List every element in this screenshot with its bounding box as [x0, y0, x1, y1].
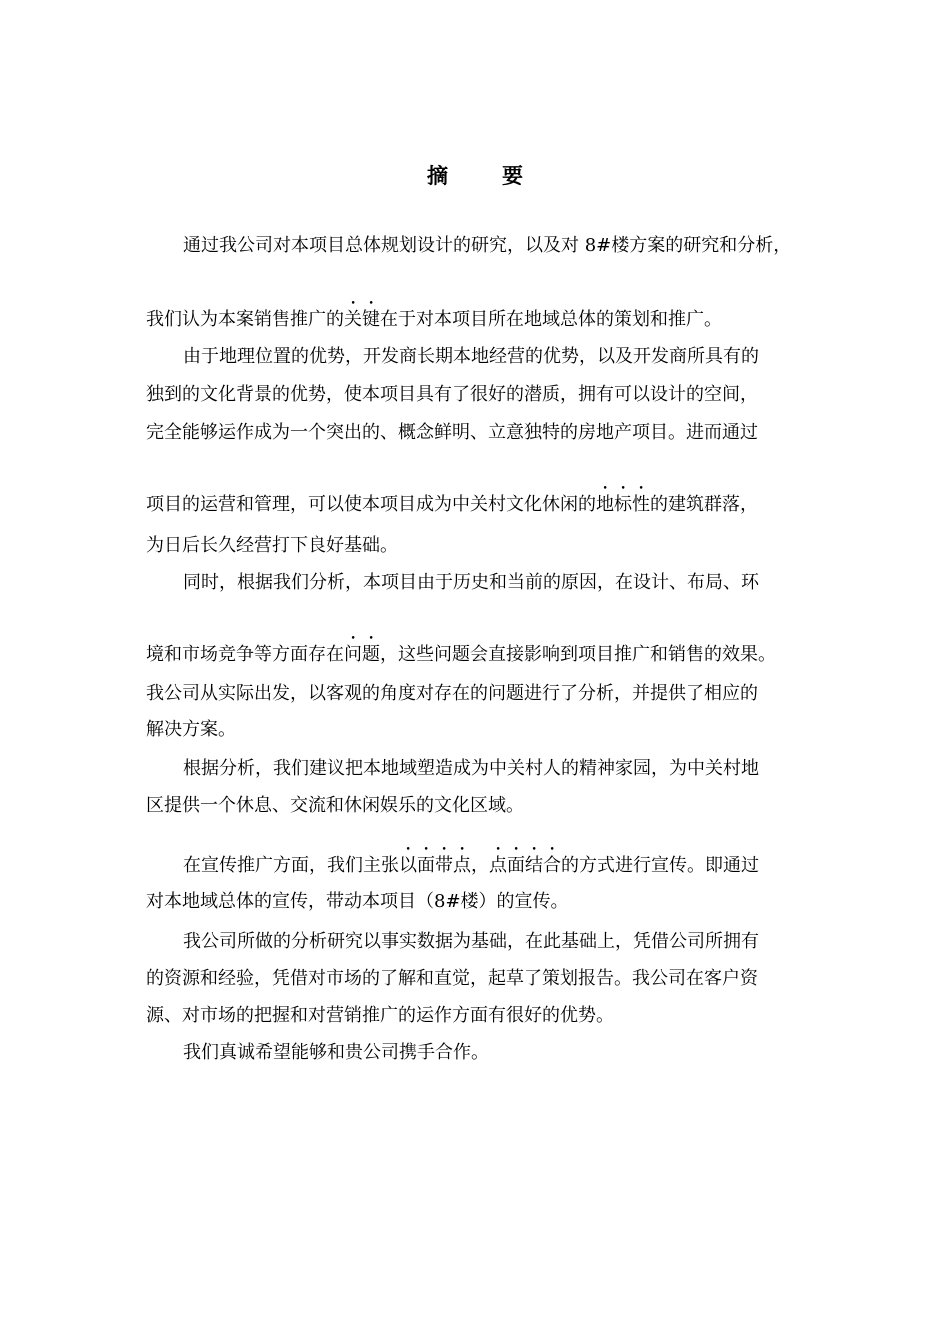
paragraph-line: 独到的文化背景的优势，使本项目具有了很好的潜质，拥有可以设计的空间， [146, 384, 758, 405]
paragraph-line: 在宣传推广方面，我们主张以面带点，点面结合的方式进行宣传。即通过 [183, 855, 759, 876]
emphasized-text: 地标性 [596, 494, 650, 515]
paragraph-line: 区提供一个休息、交流和休闲娱乐的文化区域。 [146, 795, 524, 816]
title-char-1: 摘 [427, 164, 448, 188]
paragraph-line: 完全能够运作成为一个突出的、概念鲜明、立意独特的房地产项目。进而通过 [146, 422, 758, 443]
paragraph-line: 源、对市场的把握和对营销推广的运作方面有很好的优势。 [146, 1005, 614, 1026]
title-char-2: 要 [502, 164, 523, 188]
paragraph-line: 同时，根据我们分析，本项目由于历史和当前的原因，在设计、布局、环 [183, 572, 759, 593]
paragraph-line: 解决方案。 [146, 719, 236, 740]
page-title [0, 160, 950, 190]
paragraph-line: 境和市场竞争等方面存在问题，这些问题会直接影响到项目推广和销售的效果。 [146, 644, 776, 665]
paragraph-line: 通过我公司对本项目总体规划设计的研究，以及对 8#楼方案的研究和分析， [183, 235, 792, 256]
emphasized-text: 问题 [344, 644, 380, 665]
paragraph-line: 项目的运营和管理，可以使本项目成为中关村文化休闲的地标性的建筑群落， [146, 494, 758, 515]
paragraph-line: 的资源和经验，凭借对市场的了解和直觉，起草了策划报告。我公司在客户资 [146, 968, 758, 989]
paragraph-line: 为日后长久经营打下良好基础。 [146, 535, 398, 556]
emphasized-text: 关键 [344, 309, 380, 330]
paragraph-line: 根据分析，我们建议把本地域塑造成为中关村人的精神家园，为中关村地 [183, 758, 759, 779]
paragraph-line: 我们真诚希望能够和贵公司携手合作。 [183, 1042, 489, 1063]
paragraph-line: 我公司从实际出发，以客观的角度对存在的问题进行了分析，并提供了相应的 [146, 683, 758, 704]
emphasized-text: 点面结合 [489, 855, 561, 876]
paragraph-line: 我们认为本案销售推广的关键在于对本项目所在地域总体的策划和推广。 [146, 309, 722, 330]
paragraph-line: 我公司所做的分析研究以事实数据为基础，在此基础上，凭借公司所拥有 [183, 931, 759, 952]
paragraph-line: 由于地理位置的优势，开发商长期本地经营的优势，以及开发商所具有的 [183, 346, 759, 367]
paragraph-line: 对本地域总体的宣传，带动本项目（8#楼）的宣传。 [146, 891, 569, 912]
emphasized-text: 以面带点 [399, 855, 471, 876]
